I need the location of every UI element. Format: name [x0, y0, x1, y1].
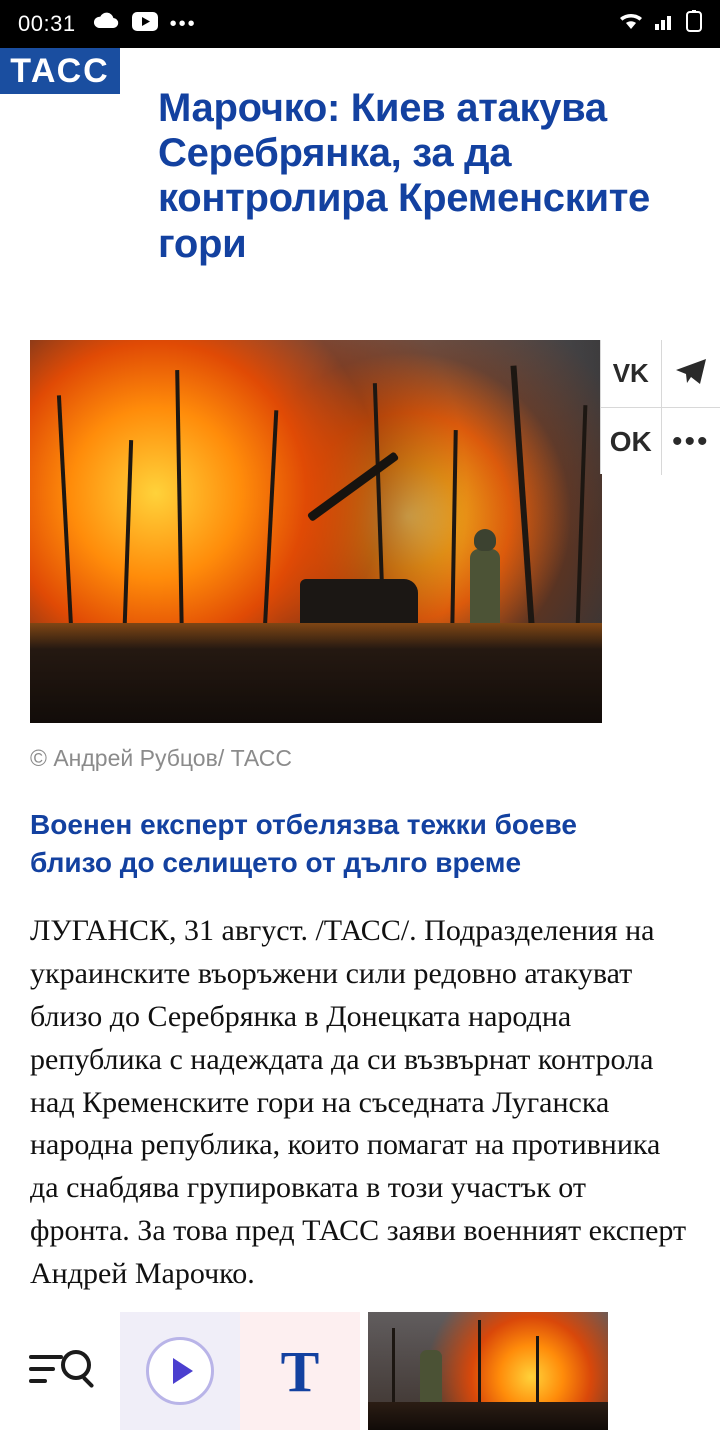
hero-ground	[30, 623, 602, 723]
share-row-top	[601, 340, 720, 407]
article-subheadline: Военен експерт отбелязва тежки боеве близо до селището от дълго време	[30, 809, 577, 878]
tass-logo[interactable]: ТАСС	[0, 48, 120, 94]
magnifier-shape	[61, 1350, 91, 1380]
more-dots-icon: •••	[671, 424, 710, 458]
share-row-bottom	[601, 407, 720, 474]
vk-icon: VK	[612, 358, 649, 388]
text-icon: T	[280, 1338, 320, 1404]
tree-shape	[536, 1336, 539, 1406]
text-tool[interactable]	[240, 1312, 360, 1430]
youtube-icon	[132, 12, 158, 37]
signal-icon	[654, 11, 676, 37]
search-tool[interactable]	[0, 1312, 120, 1430]
play-tool[interactable]	[120, 1312, 240, 1430]
search-icon	[29, 1348, 91, 1394]
thumbnail-ground	[368, 1402, 608, 1430]
status-bar	[0, 0, 720, 48]
wifi-icon	[618, 11, 644, 37]
photo-credit: © Андрей Рубцов/ ТАСС	[30, 745, 292, 771]
tree-shape	[392, 1328, 395, 1406]
status-clock: 00:31	[18, 11, 76, 36]
toolbar-empty-space	[608, 1312, 720, 1430]
tree-shape	[478, 1320, 481, 1406]
share-panel	[600, 340, 720, 474]
telegram-share-button[interactable]	[661, 340, 720, 407]
hero-image	[30, 340, 602, 723]
status-right-icons	[618, 10, 702, 38]
battery-icon	[686, 10, 702, 38]
play-icon	[146, 1337, 214, 1405]
status-more-dots-icon: •••	[169, 12, 197, 35]
soldier-shape	[420, 1350, 442, 1408]
more-share-button[interactable]	[661, 408, 720, 475]
telegram-icon	[674, 356, 708, 391]
bottom-toolbar	[0, 1312, 720, 1430]
odnoklassniki-icon: OK	[609, 425, 652, 457]
article-page	[0, 48, 720, 1430]
image-thumbnail[interactable]	[368, 1312, 608, 1430]
status-left-icons	[92, 11, 197, 37]
article-body: ЛУГАНСК, 31 август. /ТАСС/. Подразделения на украинските въоръжени сили редовно атакуват близо до Серебрянка в Донецката народна република с надеждата да си възвърнат контрола над Кременските гори на съседната Луганска народна република, които помагат на противника да снабдява групировката в този участък от фронта. За това пред ТАСС заяви военният експерт Андрей Марочко.	[30, 914, 687, 1291]
play-triangle	[173, 1358, 193, 1384]
vk-share-button[interactable]	[601, 340, 661, 407]
odnoklassniki-share-button[interactable]	[601, 408, 661, 475]
page-title: Марочко: Киев атакува Серебрянка, за да контролира Кременските гори	[158, 86, 650, 266]
search-lines	[29, 1355, 63, 1391]
cloud-icon	[92, 11, 120, 37]
